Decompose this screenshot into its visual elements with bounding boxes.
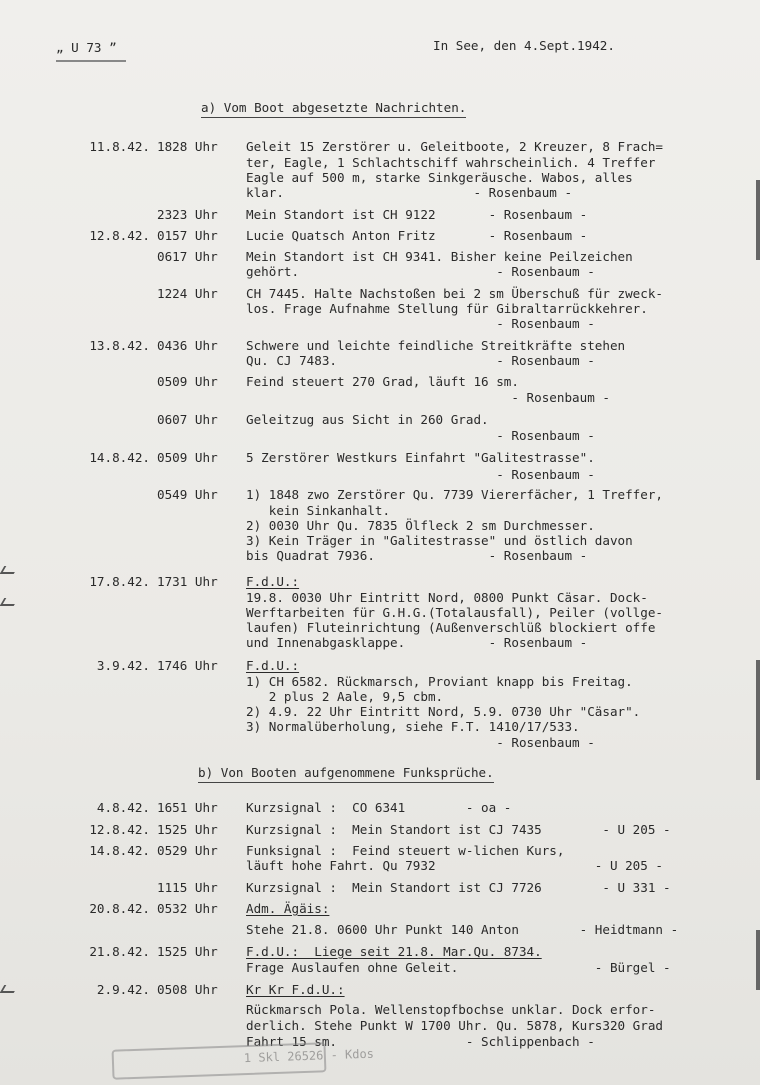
entry-text-line: und Innenabgasklappe. - Rosenbaum - [246, 635, 588, 650]
entry-text-line: Funksignal : Feind steuert w-lichen Kurs, [246, 843, 565, 858]
entry-text-line: Mein Standort ist CH 9122 - Rosenbaum - [246, 207, 588, 222]
entry-time: 1731 Uhr [157, 574, 218, 589]
boat-designation: „ U 73 ” [56, 40, 117, 55]
section-a-title: a) Vom Boot abgesetzte Nachrichten. [201, 100, 466, 118]
entry-text-line: 5 Zerstörer Westkurs Einfahrt "Galitestrasse". [246, 450, 595, 465]
entry-text-line: - Rosenbaum - [246, 428, 595, 443]
entry-text-line: F.d.U.: [246, 658, 300, 673]
entry-text-line: Rückmarsch Pola. Wellenstopfbochse unklar. Dock erfor- [246, 1002, 656, 1017]
entry-text-line: ter, Eagle, 1 Schlachtschiff wahrscheinlich. 4 Treffer [246, 155, 656, 170]
entry-time: 1525 Uhr [157, 944, 218, 959]
entry-date: 20.8.42. [89, 901, 150, 916]
entry-date: 12.8.42. [89, 228, 150, 243]
entry-time: 0157 Uhr [157, 228, 218, 243]
entry-time: 0549 Uhr [157, 487, 218, 502]
entry-text-line: klar. - Rosenbaum - [246, 185, 573, 200]
entry-text-line: bis Quadrat 7936. - Rosenbaum - [246, 548, 588, 563]
entry-text-line: 1) CH 6582. Rückmarsch, Proviant knapp bis Freitag. [246, 674, 633, 689]
entry-text-line: 2 plus 2 Aale, 9,5 cbm. [246, 689, 444, 704]
entry-text-line: - Rosenbaum - [246, 735, 595, 750]
entry-date: 11.8.42. [89, 139, 150, 154]
entry-text-line: F.d.U.: Liege seit 21.8. Mar.Qu. 8734. [246, 944, 542, 959]
entry-date: 12.8.42. [89, 822, 150, 837]
entry-date: 3.9.42. [96, 658, 150, 673]
entry-text-line: Stehe 21.8. 0600 Uhr Punkt 140 Anton - Heidtmann - [246, 922, 679, 937]
entry-text-line: läuft hohe Fahrt. Qu 7932 - U 205 - [246, 858, 664, 873]
entry-time: 0532 Uhr [157, 901, 218, 916]
entry-date: 17.8.42. [89, 574, 150, 589]
entry-text-line: Eagle auf 500 m, starke Sinkgeräusche. Wabos, alles [246, 170, 633, 185]
entry-text-line: 3) Kein Träger in "Galitestrasse" und östlich davon [246, 533, 633, 548]
section-b-title: b) Von Booten aufgenommene Funksprüche. [198, 765, 494, 783]
entry-text-line: 2) 4.9. 22 Uhr Eintritt Nord, 5.9. 0730 Uhr "Cäsar". [246, 704, 641, 719]
page-edge-shadow [756, 660, 760, 780]
entry-time: 1828 Uhr [157, 139, 218, 154]
entry-text-line: kein Sinkanhalt. [246, 503, 391, 518]
entry-time: 0509 Uhr [157, 450, 218, 465]
entry-text-line: gehört. - Rosenbaum - [246, 264, 595, 279]
entry-text-line: Geleitzug aus Sicht in 260 Grad. [246, 412, 489, 427]
entry-time: 0617 Uhr [157, 249, 218, 264]
entry-date: 4.8.42. [96, 800, 150, 815]
entry-text-line: 2) 0030 Uhr Qu. 7835 Ölfleck 2 sm Durchmesser. [246, 518, 595, 533]
entry-text-line: Kurzsignal : CO 6341 - oa - [246, 800, 512, 815]
margin-mark [0, 985, 18, 993]
entry-text-line: Frage Auslaufen ohne Geleit. - Bürgel - [246, 960, 671, 975]
entry-text-line: 1) 1848 zwo Zerstörer Qu. 7739 Viererfächer, 1 Treffer, [246, 487, 664, 502]
entry-date: 14.8.42. [89, 450, 150, 465]
entry-text-line: Kr Kr F.d.U.: [246, 982, 345, 997]
entry-text-line: Adm. Ägäis: [246, 901, 330, 916]
archive-stamp [112, 1042, 375, 1079]
location-date: In See, den 4.Sept.1942. [433, 38, 615, 53]
entry-text-line: Werftarbeiten für G.H.G.(Totalausfall), Peiler (vollge- [246, 605, 664, 620]
entry-text-line: CH 7445. Halte Nachstoßen bei 2 sm Überschuß für zweck- [246, 286, 664, 301]
entry-text-line: los. Frage Aufnahme Stellung für Gibraltarrückkehrer. [246, 301, 648, 316]
entry-text-line: - Rosenbaum - [246, 316, 595, 331]
margin-mark [0, 566, 18, 574]
entry-text-line: 19.8. 0030 Uhr Eintritt Nord, 0800 Punkt Cäsar. Dock- [246, 590, 648, 605]
entry-date: 21.8.42. [89, 944, 150, 959]
entry-text-line: Qu. CJ 7483. - Rosenbaum - [246, 353, 595, 368]
entry-text-line: Mein Standort ist CH 9341. Bisher keine Peilzeichen [246, 249, 633, 264]
entry-text-line: derlich. Stehe Punkt W 1700 Uhr. Qu. 5878, Kurs320 Grad [246, 1018, 664, 1033]
page-edge-shadow [756, 180, 760, 260]
entry-text-line: Fahrt 15 sm. - Schlippenbach - [246, 1034, 595, 1049]
entry-time: 0529 Uhr [157, 843, 218, 858]
entry-text-line: Schwere und leichte feindliche Streitkräfte stehen [246, 338, 626, 353]
entry-time: 1525 Uhr [157, 822, 218, 837]
entry-text-line: - Rosenbaum - [246, 390, 610, 405]
entry-text-line: - Rosenbaum - [246, 467, 595, 482]
entry-text-line: Kurzsignal : Mein Standort ist CJ 7435 - U 205 - [246, 822, 671, 837]
page-edge-shadow [756, 930, 760, 990]
margin-mark [0, 598, 18, 606]
entry-time: 0607 Uhr [157, 412, 218, 427]
entry-date: 13.8.42. [89, 338, 150, 353]
entry-time: 0509 Uhr [157, 374, 218, 389]
entry-text-line: Kurzsignal : Mein Standort ist CJ 7726 - U 331 - [246, 880, 671, 895]
entry-date: 14.8.42. [89, 843, 150, 858]
entry-time: 2323 Uhr [157, 207, 218, 222]
boat-underline [56, 60, 126, 62]
entry-time: 1224 Uhr [157, 286, 218, 301]
entry-text-line: laufen) Fluteinrichtung (Außenverschlüß blockiert offe [246, 620, 656, 635]
entry-text-line: F.d.U.: [246, 574, 300, 589]
archive-stamp-text: 1 Skl 26526 - Kdos [243, 1046, 375, 1066]
entry-time: 1651 Uhr [157, 800, 218, 815]
entry-time: 0508 Uhr [157, 982, 218, 997]
entry-time: 0436 Uhr [157, 338, 218, 353]
entry-text-line: Geleit 15 Zerstörer u. Geleitboote, 2 Kreuzer, 8 Frach= [246, 139, 664, 154]
entry-time: 1746 Uhr [157, 658, 218, 673]
entry-text-line: 3) Normalüberholung, siehe F.T. 1410/17/533. [246, 719, 580, 734]
entry-date: 2.9.42. [96, 982, 150, 997]
entry-text-line: Lucie Quatsch Anton Fritz - Rosenbaum - [246, 228, 588, 243]
entry-text-line: Feind steuert 270 Grad, läuft 16 sm. [246, 374, 519, 389]
entry-time: 1115 Uhr [157, 880, 218, 895]
